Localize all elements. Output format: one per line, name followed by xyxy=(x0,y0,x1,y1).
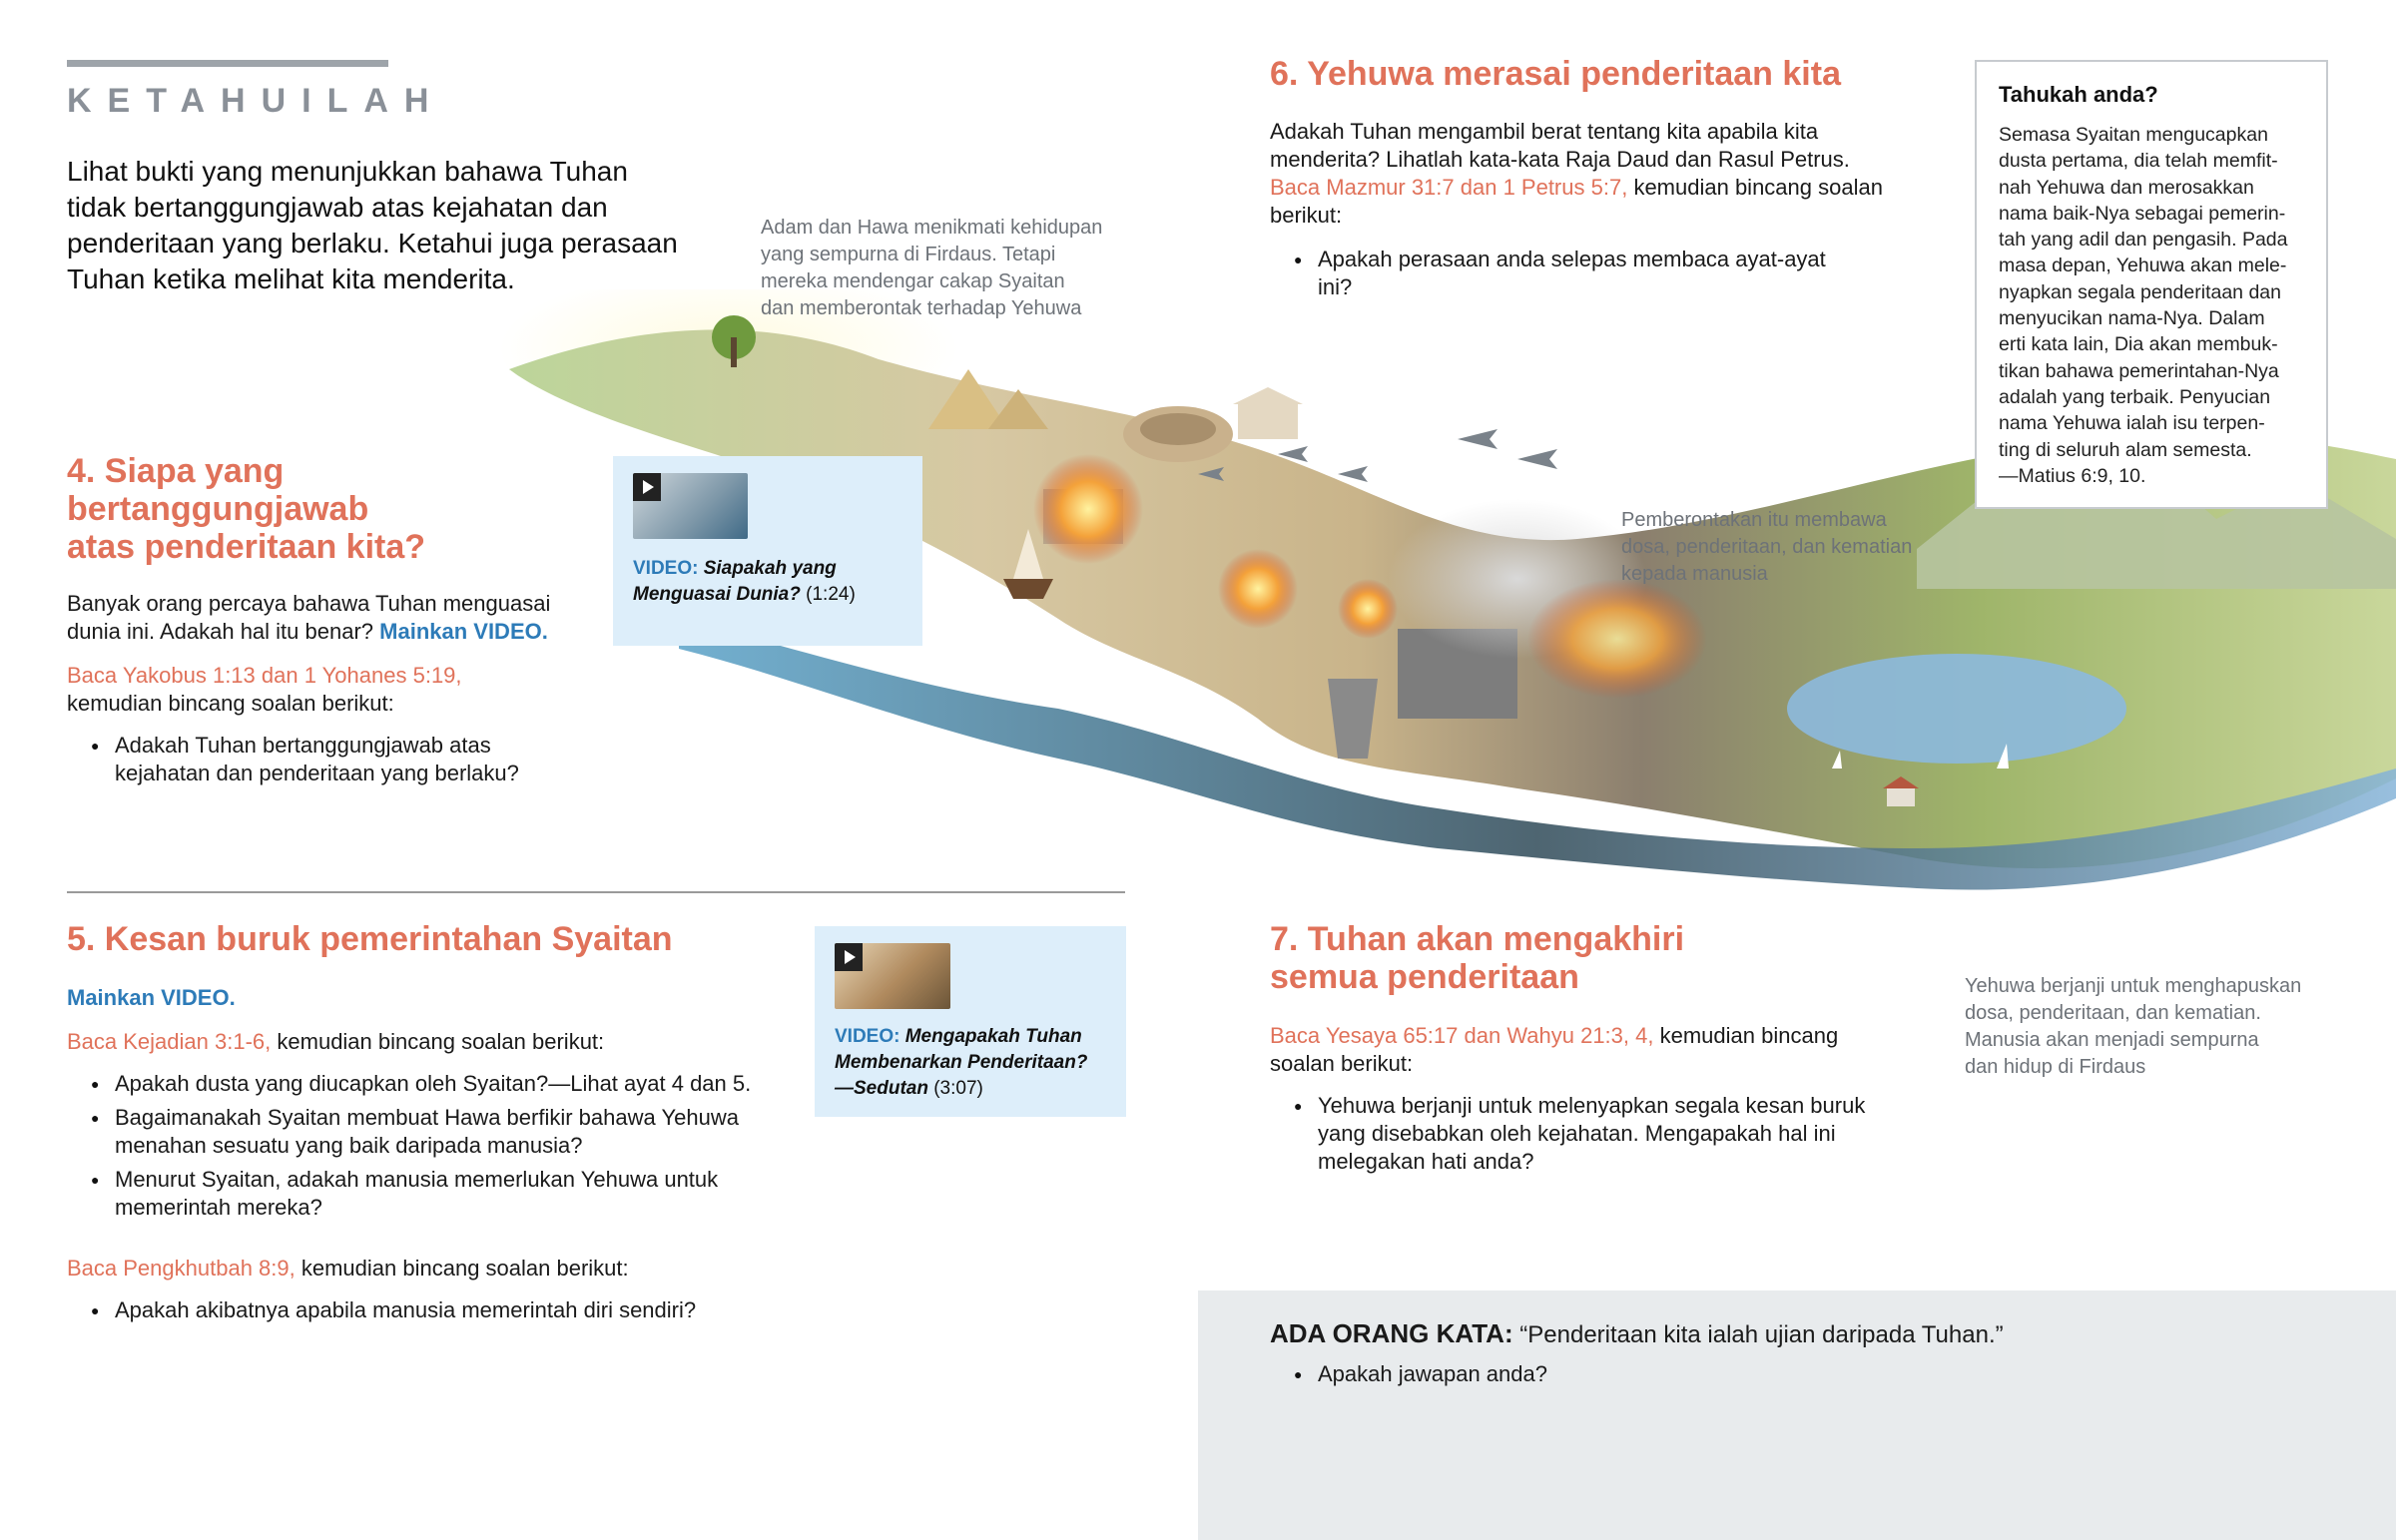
section5-heading: 5. Kesan buruk pemerintahan Syaitan xyxy=(67,920,673,958)
question-item: ● Apakah perasaan anda selepas membaca ayat-ayat ini? xyxy=(1270,246,1829,301)
section5-reading2: Baca Pengkhutbah 8:9, kemudian bincang soalan berikut: xyxy=(67,1256,629,1281)
section4-intro: Banyak orang percaya bahawa Tuhan menguasai dunia ini. Adakah hal itu benar? Mainkan VIDEO. xyxy=(67,591,551,644)
house xyxy=(1887,788,1915,806)
video-thumbnail[interactable] xyxy=(835,943,950,1009)
scripture-reference[interactable]: Baca Yakobus 1:13 dan 1 Yohanes 5:19, xyxy=(67,663,462,688)
intro-text: Lihat bukti yang menunjukkan bahawa Tuhan tidak bertanggungjawab atas kejahatan dan penderitaan yang berlaku. Ketahui juga perasaan Tuhan ketika melihat kita menderita. xyxy=(67,156,678,294)
question-item: ● Apakah dusta yang diucapkan oleh Syaitan?—Lihat ayat 4 dan 5. xyxy=(67,1070,806,1098)
play-icon[interactable] xyxy=(633,473,661,501)
question-item: ● Apakah akibatnya apabila manusia memerintah diri sendiri? xyxy=(67,1296,806,1324)
kicker: KETAHUILAH xyxy=(67,82,445,120)
section4-reading: Baca Yakobus 1:13 dan 1 Yohanes 5:19, kemudian bincang soalan berikut: xyxy=(67,663,462,716)
section-divider xyxy=(67,891,1125,893)
scripture-reference[interactable]: Baca Yesaya 65:17 dan Wahyu 21:3, 4, xyxy=(1270,1023,1654,1048)
temple xyxy=(1238,404,1298,439)
section7-heading: 7. Tuhan akan mengakhiri semua penderitaan xyxy=(1270,920,1685,996)
caption-promise: Yehuwa berjanji untuk menghapuskan dosa, penderitaan, dan kematian. Manusia akan menjadi sempurna dan hidup di Firdaus xyxy=(1965,975,2302,1078)
section4-questions xyxy=(67,732,586,793)
scripture-reference[interactable]: Baca Mazmur 31:7 dan 1 Petrus 5:7, xyxy=(1270,175,1628,200)
some-people-say: ADA ORANG KATA: “Penderitaan kita ialah ujian daripada Tuhan.” xyxy=(1270,1318,2004,1348)
sidebar-title: Tahukah anda? xyxy=(1999,82,2158,107)
section7-questions xyxy=(1270,1092,1909,1182)
question-item: ● Apakah jawapan anda? xyxy=(1270,1360,1969,1388)
section6-questions xyxy=(1270,246,1829,307)
lake xyxy=(1787,654,2126,764)
section5-questions-2 xyxy=(67,1296,806,1330)
video-thumbnail[interactable] xyxy=(633,473,748,539)
question-item: ● Menurut Syaitan, adakah manusia memerlukan Yehuwa untuk memerintah mereka? xyxy=(67,1166,806,1222)
section6-heading: 6. Yehuwa merasai penderitaan kita xyxy=(1270,55,1841,93)
sidebar-body: Semasa Syaitan mengucapkan dusta pertama, dia telah memfit- nah Yehuwa dan merosakkan nama baik-Nya sebagai pemerin- tah yang adil dan pengasih. Pada masa depan, Yehuwa akan mele- nyapkan segala penderitaan dan menyucikan nama-Nya. Dalam erti kata lain, Dia akan membuk- tikan bahawa pemerintahan-Nya adalah yang terbaik. Penyucian nama Yehuwa ialah isu terpen- ting di seluruh alam semesta. —Matius 6:9, 10. xyxy=(1999,124,2288,487)
video-caption: VIDEO: Siapakah yang Menguasai Dunia? (1:24) xyxy=(633,558,856,605)
top-rule xyxy=(67,60,388,67)
section7-reading: Baca Yesaya 65:17 dan Wahyu 21:3, 4, kemudian bincang soalan berikut: xyxy=(1270,1023,1839,1076)
question-item: ● Adakah Tuhan bertanggungjawab atas kejahatan dan penderitaan yang berlaku? xyxy=(67,732,586,787)
section4-heading: 4. Siapa yang bertanggungjawab atas penderitaan kita? xyxy=(67,452,426,566)
section5-questions-1 xyxy=(67,1070,806,1228)
question-item: ● Yehuwa berjanji untuk melenyapkan segala kesan buruk yang disebabkan oleh kejahatan. Mengapakah hal ini melegakan hati anda? xyxy=(1270,1092,1909,1176)
did-you-know-sidebar xyxy=(1975,60,2328,509)
section5-reading1: Baca Kejadian 3:1-6, kemudian bincang soalan berikut: xyxy=(67,1029,605,1054)
video-box-section4[interactable] xyxy=(613,456,922,646)
play-video-link[interactable]: Mainkan VIDEO. xyxy=(67,985,236,1010)
video-caption: VIDEO: Mengapakah Tuhan Membenarkan Penderitaan? —Sedutan (3:07) xyxy=(835,1026,1088,1099)
video-box-section5[interactable] xyxy=(815,926,1126,1117)
question-item: ● Bagaimanakah Syaitan membuat Hawa berfikir bahawa Yehuwa menahan sesuatu yang baik daripada manusia? xyxy=(67,1104,806,1160)
some-people-say-box xyxy=(1198,1290,2396,1540)
caption-eden: Adam dan Hawa menikmati kehidupan yang sempurna di Firdaus. Tetapi mereka mendengar cakap Syaitan dan memberontak terhadap Yehuwa xyxy=(761,217,1103,319)
scripture-reference[interactable]: Baca Kejadian 3:1-6, xyxy=(67,1029,272,1054)
section6-intro: Adakah Tuhan mengambil berat tentang kita apabila kita menderita? Lihatlah kata-kata Raja Daud dan Rasul Petrus. Baca Mazmur 31:7 dan 1 Petrus 5:7, kemudian bincang soalan berikut: xyxy=(1270,119,1883,228)
scripture-reference[interactable]: Baca Pengkhutbah 8:9, xyxy=(67,1256,296,1281)
caption-rebellion: Pemberontakan itu membawa dosa, penderitaan, dan kematian kepada manusia xyxy=(1621,509,1913,585)
bottom-questions xyxy=(1270,1360,1969,1394)
play-video-link[interactable]: Mainkan VIDEO. xyxy=(379,619,548,644)
play-icon[interactable] xyxy=(835,943,863,971)
fire xyxy=(1033,454,1143,564)
